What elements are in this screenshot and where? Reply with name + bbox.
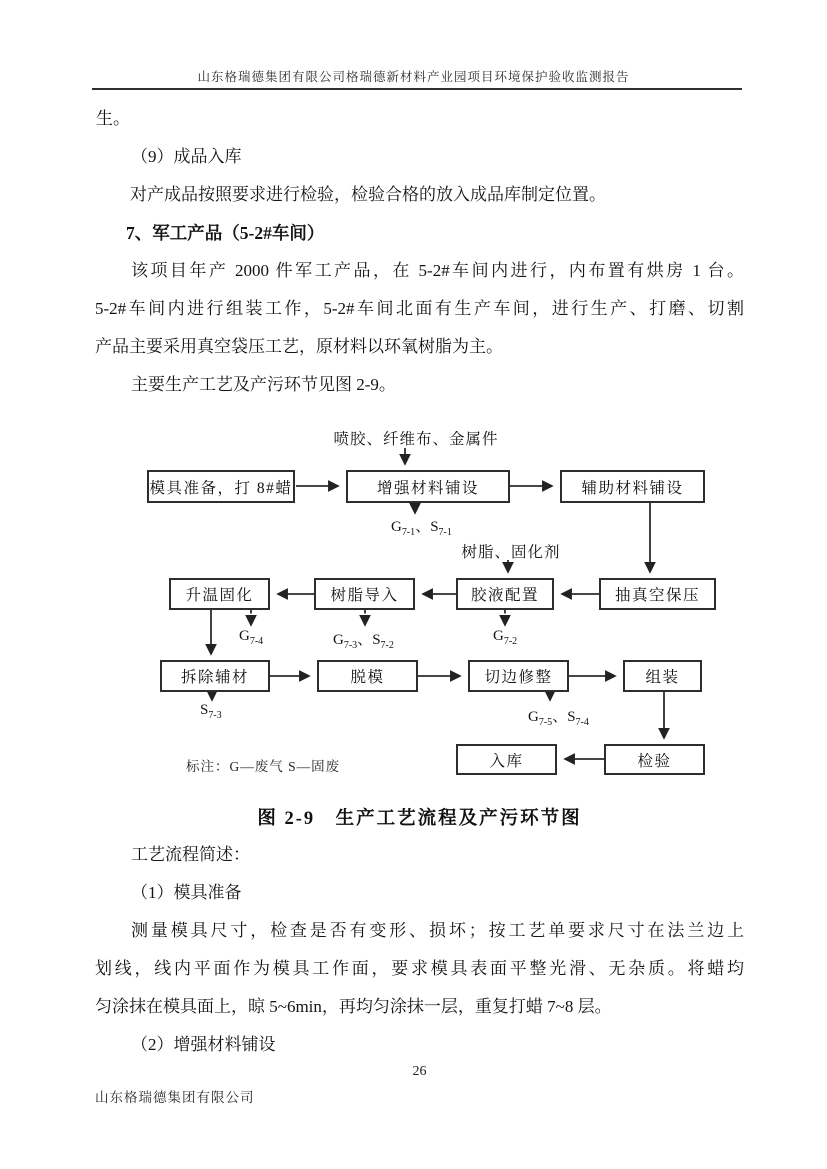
- page-number: 26: [412, 1064, 427, 1079]
- flow-step-cure: 升温固化: [169, 578, 270, 610]
- emission-label-g75-s74: $G_{7-5}$、$S_{7-4}$: [528, 709, 589, 728]
- header-title: 山东格瑞德集团有限公司格瑞德新材料产业园项目环境保护验收监测报告: [197, 70, 630, 84]
- flow-step-demold: 脱模: [317, 660, 418, 692]
- input-label-spray-glue: 喷胶、纤维布、金属件: [333, 431, 499, 448]
- emission-label-g74: $G_{7-4}$: [239, 628, 264, 647]
- input-label-resin-hardener: 树脂、固化剂: [461, 544, 561, 561]
- paragraph-line: 对产成品按照要求进行检验，检验合格的放入成品库制定位置。: [130, 185, 606, 204]
- paragraph-line: 主要生产工艺及产污环节见图 2-9。: [131, 375, 396, 394]
- figure-caption: 图 2-9 生产工艺流程及产污环节图: [257, 809, 582, 829]
- emission-label-s73: $S_{7-3}$: [200, 702, 222, 721]
- flow-step-resin-in: 树脂导入: [314, 578, 415, 610]
- paragraph-line: 该项目年产 2000 件军工产品，在 5-2#车间内进行，内布置有烘房 1 台。: [131, 261, 744, 280]
- flow-step-auxiliary: 辅助材料铺设: [560, 470, 705, 503]
- flow-step-inspect: 检验: [604, 744, 705, 775]
- flow-step-mold-prep: 模具准备，打 8#蜡: [147, 470, 295, 503]
- paragraph-line: 产品主要采用真空袋压工艺，原材料以环氧树脂为主。: [95, 337, 503, 356]
- paragraph-line: （9）成品入库: [131, 147, 242, 166]
- paragraph-line: （1）模具准备: [131, 883, 242, 902]
- flow-step-assemble: 组装: [623, 660, 702, 692]
- flow-step-trim: 切边修整: [468, 660, 569, 692]
- paragraph-line: 生。: [96, 109, 130, 128]
- paragraph-line: 测量模具尺寸，检查是否有变形、损坏；按工艺单要求尺寸在法兰边上: [131, 921, 744, 940]
- flow-step-glue: 胶液配置: [456, 578, 554, 610]
- paragraph-line: 5-2#车间内进行组装工作，5-2#车间北面有生产车间，进行生产、打磨、切割: [95, 299, 744, 318]
- paragraph-line: 匀涂抹在模具面上，晾 5~6min，再均匀涂抹一层，重复打蜡 7~8 层。: [95, 997, 612, 1016]
- emission-label-g71-s71: $G_{7-1}$、$S_{7-1}$: [391, 519, 452, 538]
- paragraph-line: 工艺流程简述：: [131, 845, 250, 864]
- flow-step-storage: 入库: [456, 744, 557, 775]
- flow-step-remove-aux: 拆除辅材: [160, 660, 270, 692]
- header-rule: [92, 88, 742, 90]
- emission-label-g72: $G_{7-2}$: [493, 628, 518, 647]
- paragraph-line: 划线，线内平面作为模具工作面，要求模具表面平整光滑、无杂质。将蜡均: [95, 959, 744, 978]
- flow-step-reinforce: 增强材料铺设: [346, 470, 510, 503]
- emission-label-g73-s72: $G_{7-3}$、$S_{7-2}$: [333, 632, 394, 651]
- paragraph-line: （2）增强材料铺设: [131, 1035, 276, 1054]
- footer-company: 山东格瑞德集团有限公司: [95, 1090, 255, 1105]
- legend-note: 标注：G—废气 S—固废: [186, 759, 341, 774]
- flow-step-vacuum: 抽真空保压: [599, 578, 716, 610]
- section-heading: 7、军工产品（5-2#车间）: [126, 223, 325, 243]
